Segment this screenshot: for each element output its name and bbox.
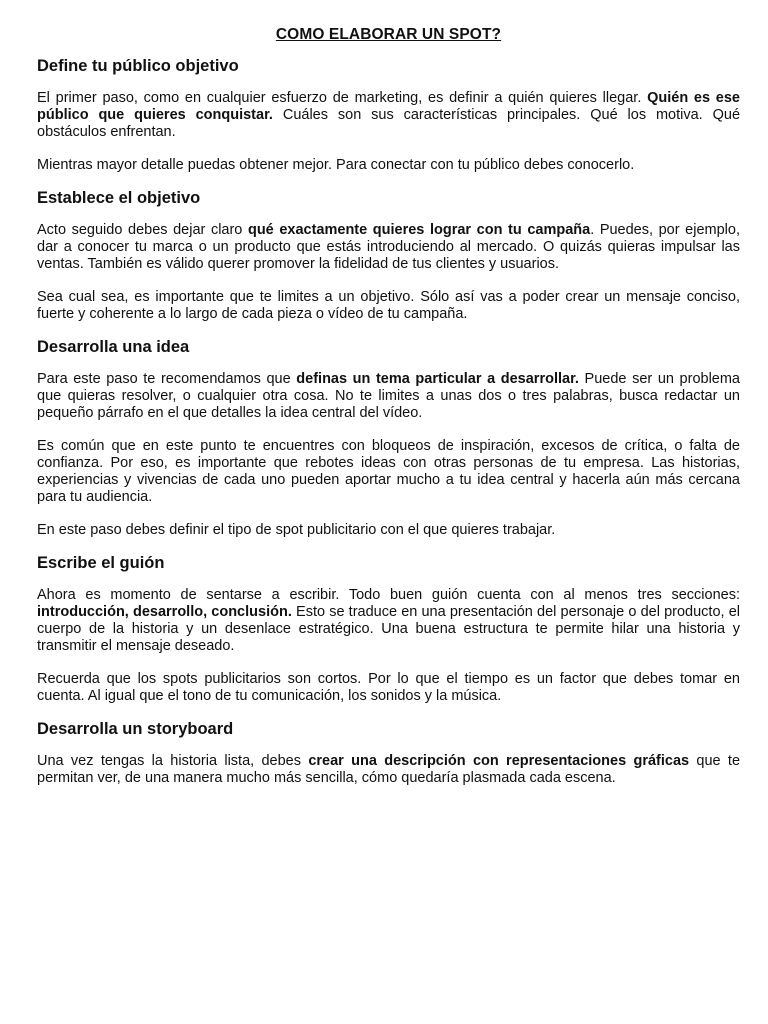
- section-heading: Desarrolla un storyboard: [37, 720, 234, 738]
- bold-text-run: introducción, desarrollo, conclusión.: [37, 604, 292, 620]
- paragraph: [37, 222, 740, 273]
- text-run: El primer paso, como en cualquier esfuerzo de marketing, es definir a quién quieres llegar.: [37, 90, 648, 106]
- paragraph: [37, 587, 740, 655]
- section-guion: [37, 553, 740, 705]
- paragraph: [37, 90, 740, 141]
- bold-text-run: Quién es ese público que quieres conquistar.: [37, 90, 740, 123]
- text-run: En este paso debes definir el tipo de spot publicitario con el que quieres trabajar.: [37, 522, 556, 538]
- text-run: . Puedes, por ejemplo, dar a conocer tu marca o un producto que estás introduciendo al mercado. O quizás quieras impulsar las ventas. También es válido querer promover la fidelidad de tus clientes y usuarios.: [37, 222, 740, 272]
- text-run: Es común que en este punto te encuentres con bloqueos de inspiración, excesos de crítica, o falta de confianza. Por eso, es importante que rebotes ideas con otras personas de tu empresa. Las historias, experiencias y vivencias de cada uno pueden aportar mucho a tu idea central y hacerla aún más cercana para tu audiencia.: [37, 438, 740, 505]
- section-heading: Escribe el guión: [37, 554, 165, 572]
- paragraph: [37, 753, 740, 787]
- section-heading: Establece el objetivo: [37, 189, 201, 207]
- bold-text-run: crear una descripción con representaciones gráficas: [308, 753, 690, 769]
- document-title: COMO ELABORAR UN SPOT?: [275, 26, 502, 43]
- text-run: Sea cual sea, es importante que te limites a un objetivo. Sólo así vas a poder crear un mensaje conciso, fuerte y coherente a lo largo de cada pieza o vídeo de tu campaña.: [37, 289, 740, 322]
- paragraph: [37, 157, 740, 174]
- text-run: Recuerda que los spots publicitarios son cortos. Por lo que el tiempo es un factor que debes tomar en cuenta. Al igual que el tono de tu comunicación, los sonidos y la música.: [37, 671, 740, 704]
- text-run: Puede ser un problema que quieras resolver, o cualquier otra cosa. No te limites a unas dos o tres palabras, busca redactar un pequeño párrafo en el que detalles la idea central del vídeo.: [37, 371, 740, 421]
- bold-text-run: qué exactamente quieres lograr con tu campaña: [247, 222, 591, 238]
- paragraph: [37, 671, 740, 705]
- paragraph: [37, 289, 740, 323]
- text-run: Cuáles son sus características principales. Qué los motiva. Qué obstáculos enfrentan.: [37, 107, 741, 140]
- bold-text-run: definas un tema particular a desarrollar.: [296, 371, 579, 387]
- text-run: Acto seguido debes dejar claro: [37, 222, 248, 238]
- section-heading: Desarrolla una idea: [37, 338, 190, 356]
- text-run: Ahora es momento de sentarse a escribir. Todo buen guión cuenta con al menos tres secciones:: [37, 587, 740, 603]
- text-run: Esto se traduce en una presentación del personaje o del producto, el cuerpo de la historia y un desenlace estratégico. Una buena estructura te permite hilar una historia y transmitir el mensaje deseado.: [37, 604, 741, 654]
- section-storyboard: [37, 719, 740, 787]
- section-heading: Define tu público objetivo: [37, 57, 239, 75]
- text-run: Una vez tengas la historia lista, debes: [37, 753, 309, 769]
- paragraph: [37, 438, 740, 506]
- paragraph: [37, 522, 740, 539]
- section-objetivo: [37, 188, 740, 323]
- section-idea: [37, 337, 740, 539]
- text-run: Mientras mayor detalle puedas obtener mejor. Para conectar con tu público debes conocerlo.: [37, 157, 635, 173]
- section-publico-objetivo: [37, 56, 740, 174]
- paragraph: [37, 371, 740, 422]
- text-run: Para este paso te recomendamos que: [37, 371, 297, 387]
- text-run: que te permitan ver, de una manera mucho más sencilla, cómo quedaría plasmada cada escena.: [37, 753, 741, 786]
